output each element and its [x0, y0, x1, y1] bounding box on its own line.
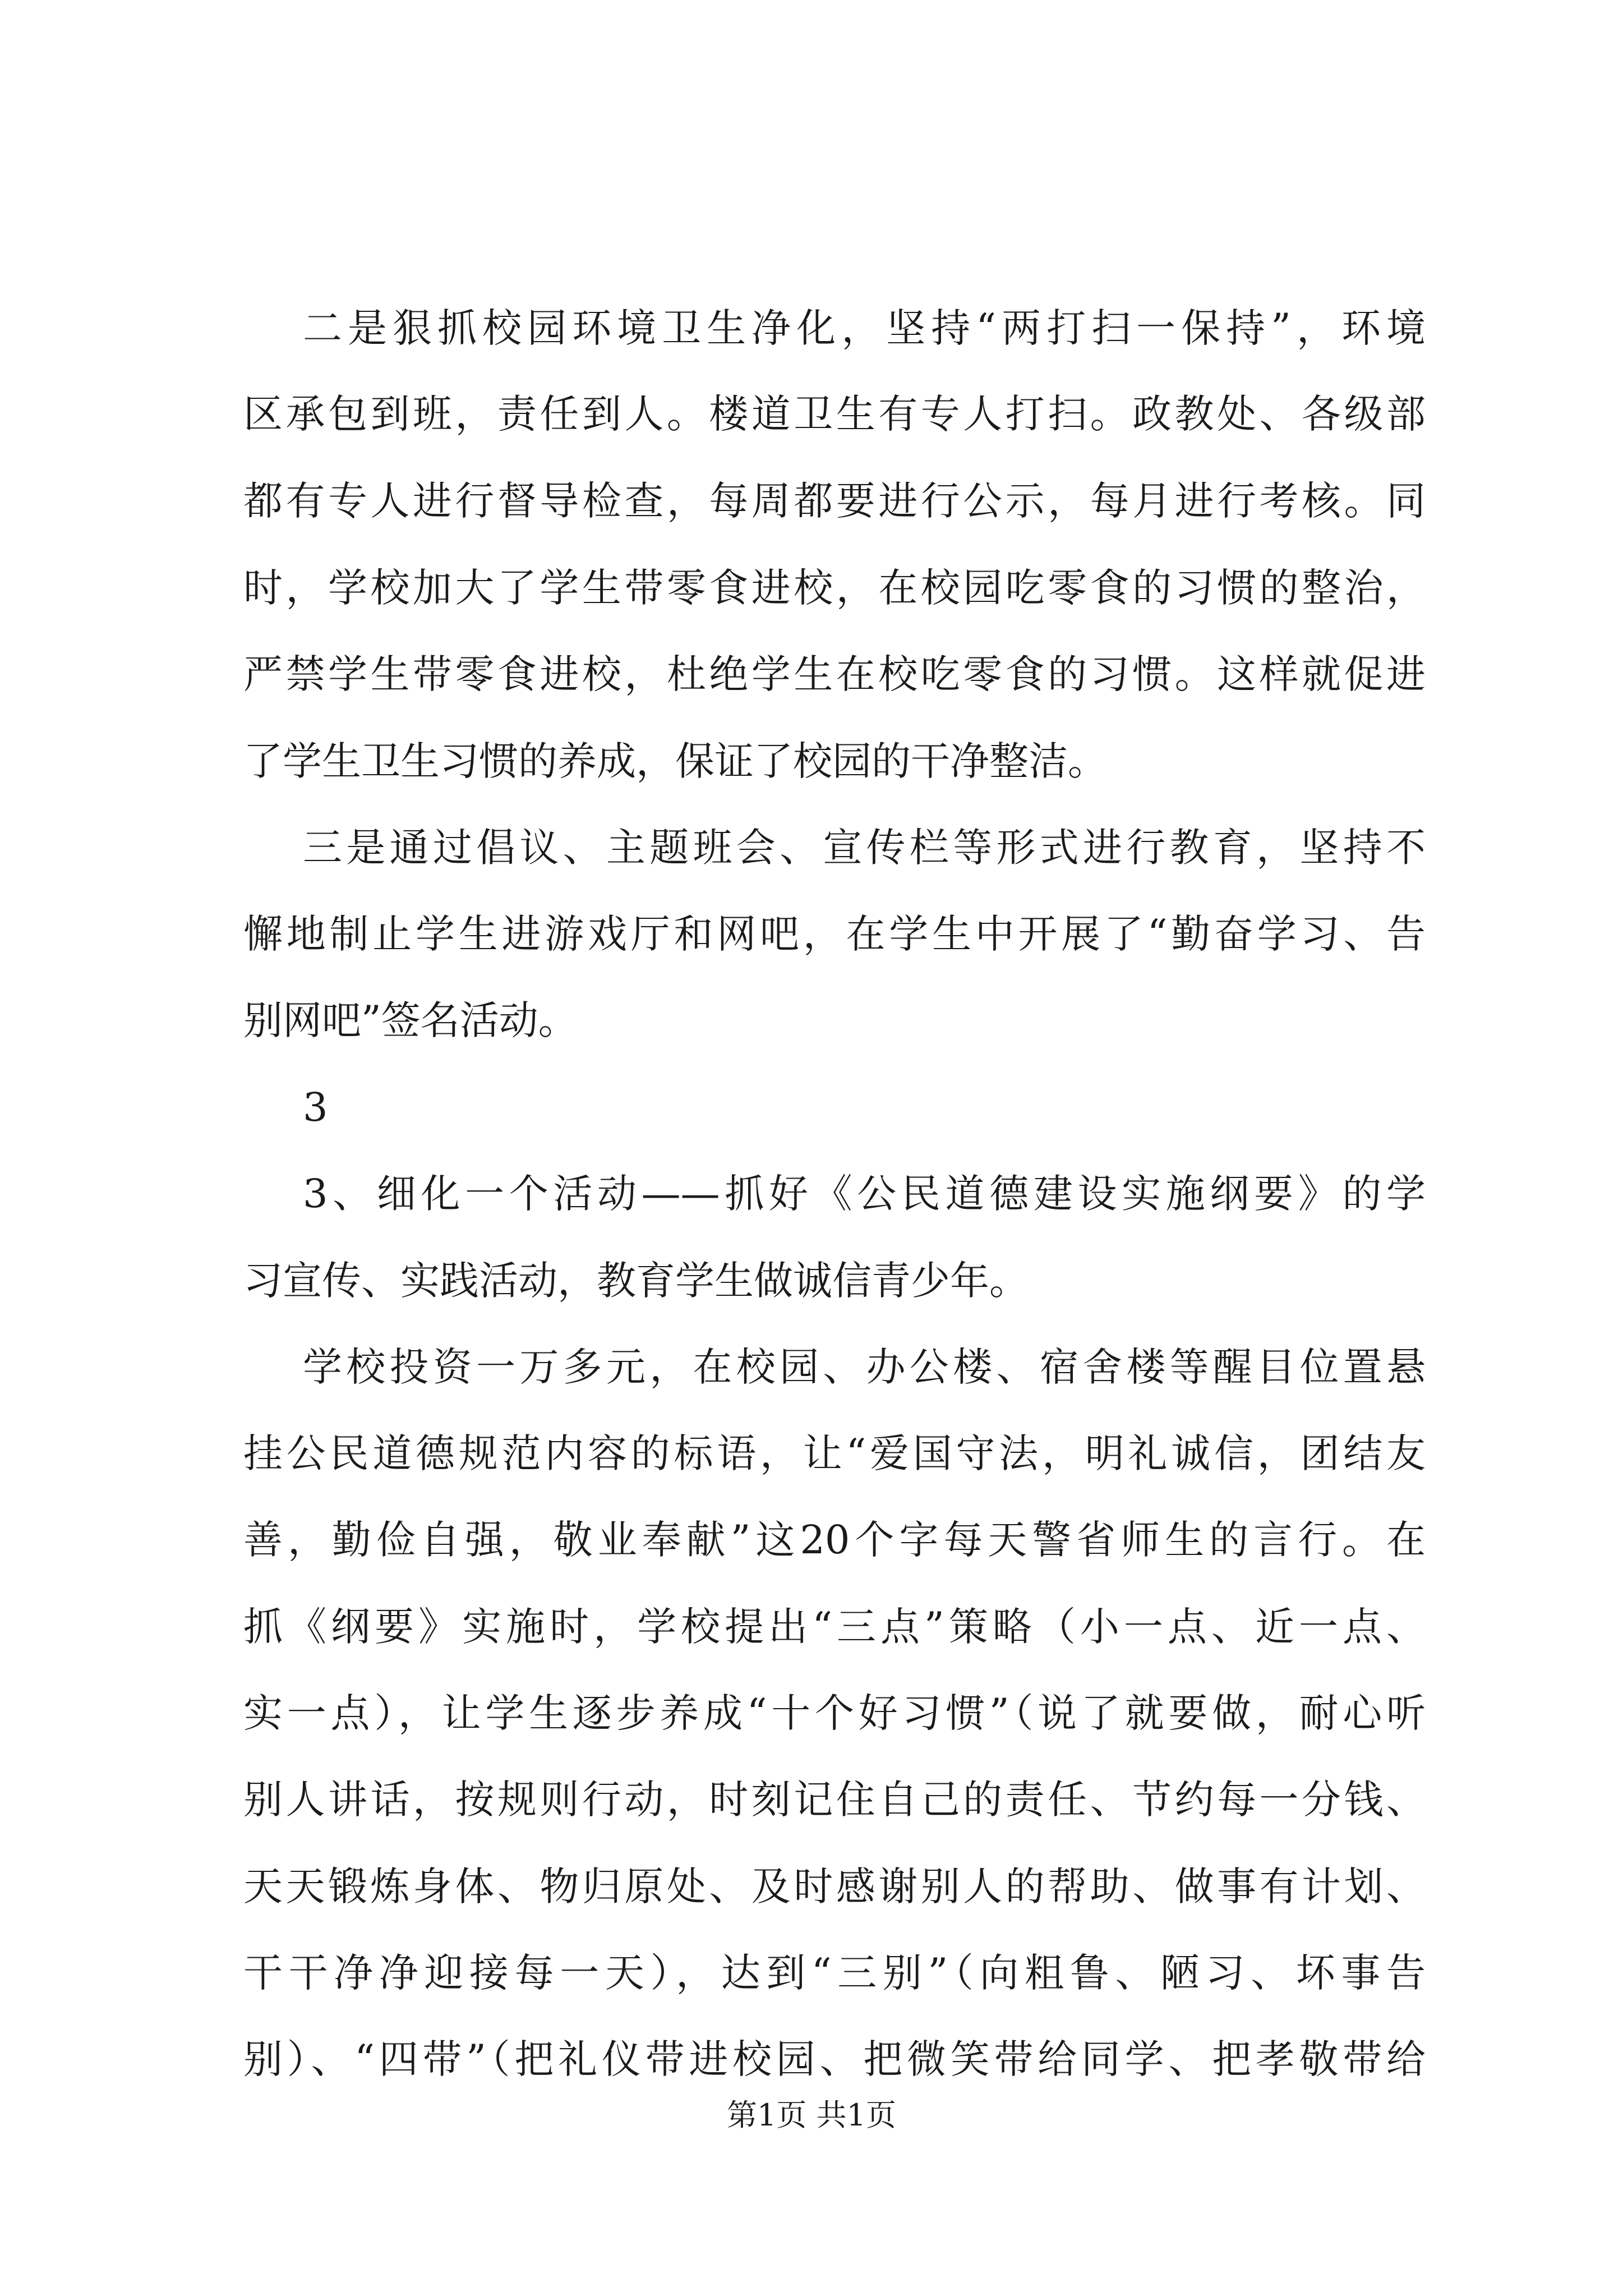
paragraph-line: 干干净净迎接每一天），达到“三别”（向粗鲁、陋习、坏事告	[243, 1950, 1426, 1996]
section-heading-line: 习宣传、实践活动，教育学生做诚信青少年。	[243, 1258, 1029, 1304]
paragraph-line: 三是通过倡议、主题班会、宣传栏等形式进行教育，坚持不	[303, 825, 1426, 871]
paragraph-line: 学校投资一万多元，在校园、办公楼、宿舍楼等醒目位置悬	[303, 1344, 1426, 1390]
paragraph-line: 善，勤俭自强，敬业奉献”这20个字每天警省师生的言行。在	[243, 1517, 1426, 1563]
paragraph-line: 别网吧”签名活动。	[243, 997, 578, 1043]
paragraph-line: 区承包到班，责任到人。楼道卫生有专人打扫。政教处、各级部	[243, 391, 1426, 437]
paragraph-line: 了学生卫生习惯的养成，保证了校园的干净整洁。	[243, 738, 1107, 784]
paragraph-line: 实一点），让学生逐步养成“十个好习惯”（说了就要做，耐心听	[243, 1690, 1426, 1736]
paragraph-line: 抓《纲要》实施时，学校提出“三点”策略（小一点、近一点、	[243, 1604, 1426, 1650]
paragraph-line: 严禁学生带零食进校，杜绝学生在校吃零食的习惯。这样就促进	[243, 651, 1426, 697]
paragraph-line: 天天锻炼身体、物归原处、及时感谢别人的帮助、做事有计划、	[243, 1864, 1426, 1910]
paragraph-line: 时，学校加大了学生带零食进校，在校园吃零食的习惯的整治，	[243, 565, 1426, 611]
paragraph-line: 二是狠抓校园环境卫生净化，坚持“两打扫一保持”，环境	[303, 305, 1426, 351]
section-heading-line: 3、细化一个活动——抓好《公民道德建设实施纲要》的学	[303, 1171, 1426, 1217]
page-footer: 第1页 共1页	[727, 2097, 896, 2133]
paragraph-line: 别人讲话，按规则行动，时刻记住自己的责任、节约每一分钱、	[243, 1777, 1426, 1823]
paragraph-line: 懈地制止学生进游戏厅和网吧，在学生中开展了“勤奋学习、告	[243, 911, 1426, 957]
page-number-marker: 3	[303, 1084, 328, 1130]
paragraph-line: 别）、“四带”（把礼仪带进校园、把微笑带给同学、把孝敬带给	[243, 2036, 1426, 2082]
paragraph-line: 挂公民道德规范内容的标语，让“爱国守法，明礼诚信，团结友	[243, 1430, 1426, 1476]
paragraph-line: 都有专人进行督导检查，每周都要进行公示，每月进行考核。同	[243, 478, 1426, 524]
